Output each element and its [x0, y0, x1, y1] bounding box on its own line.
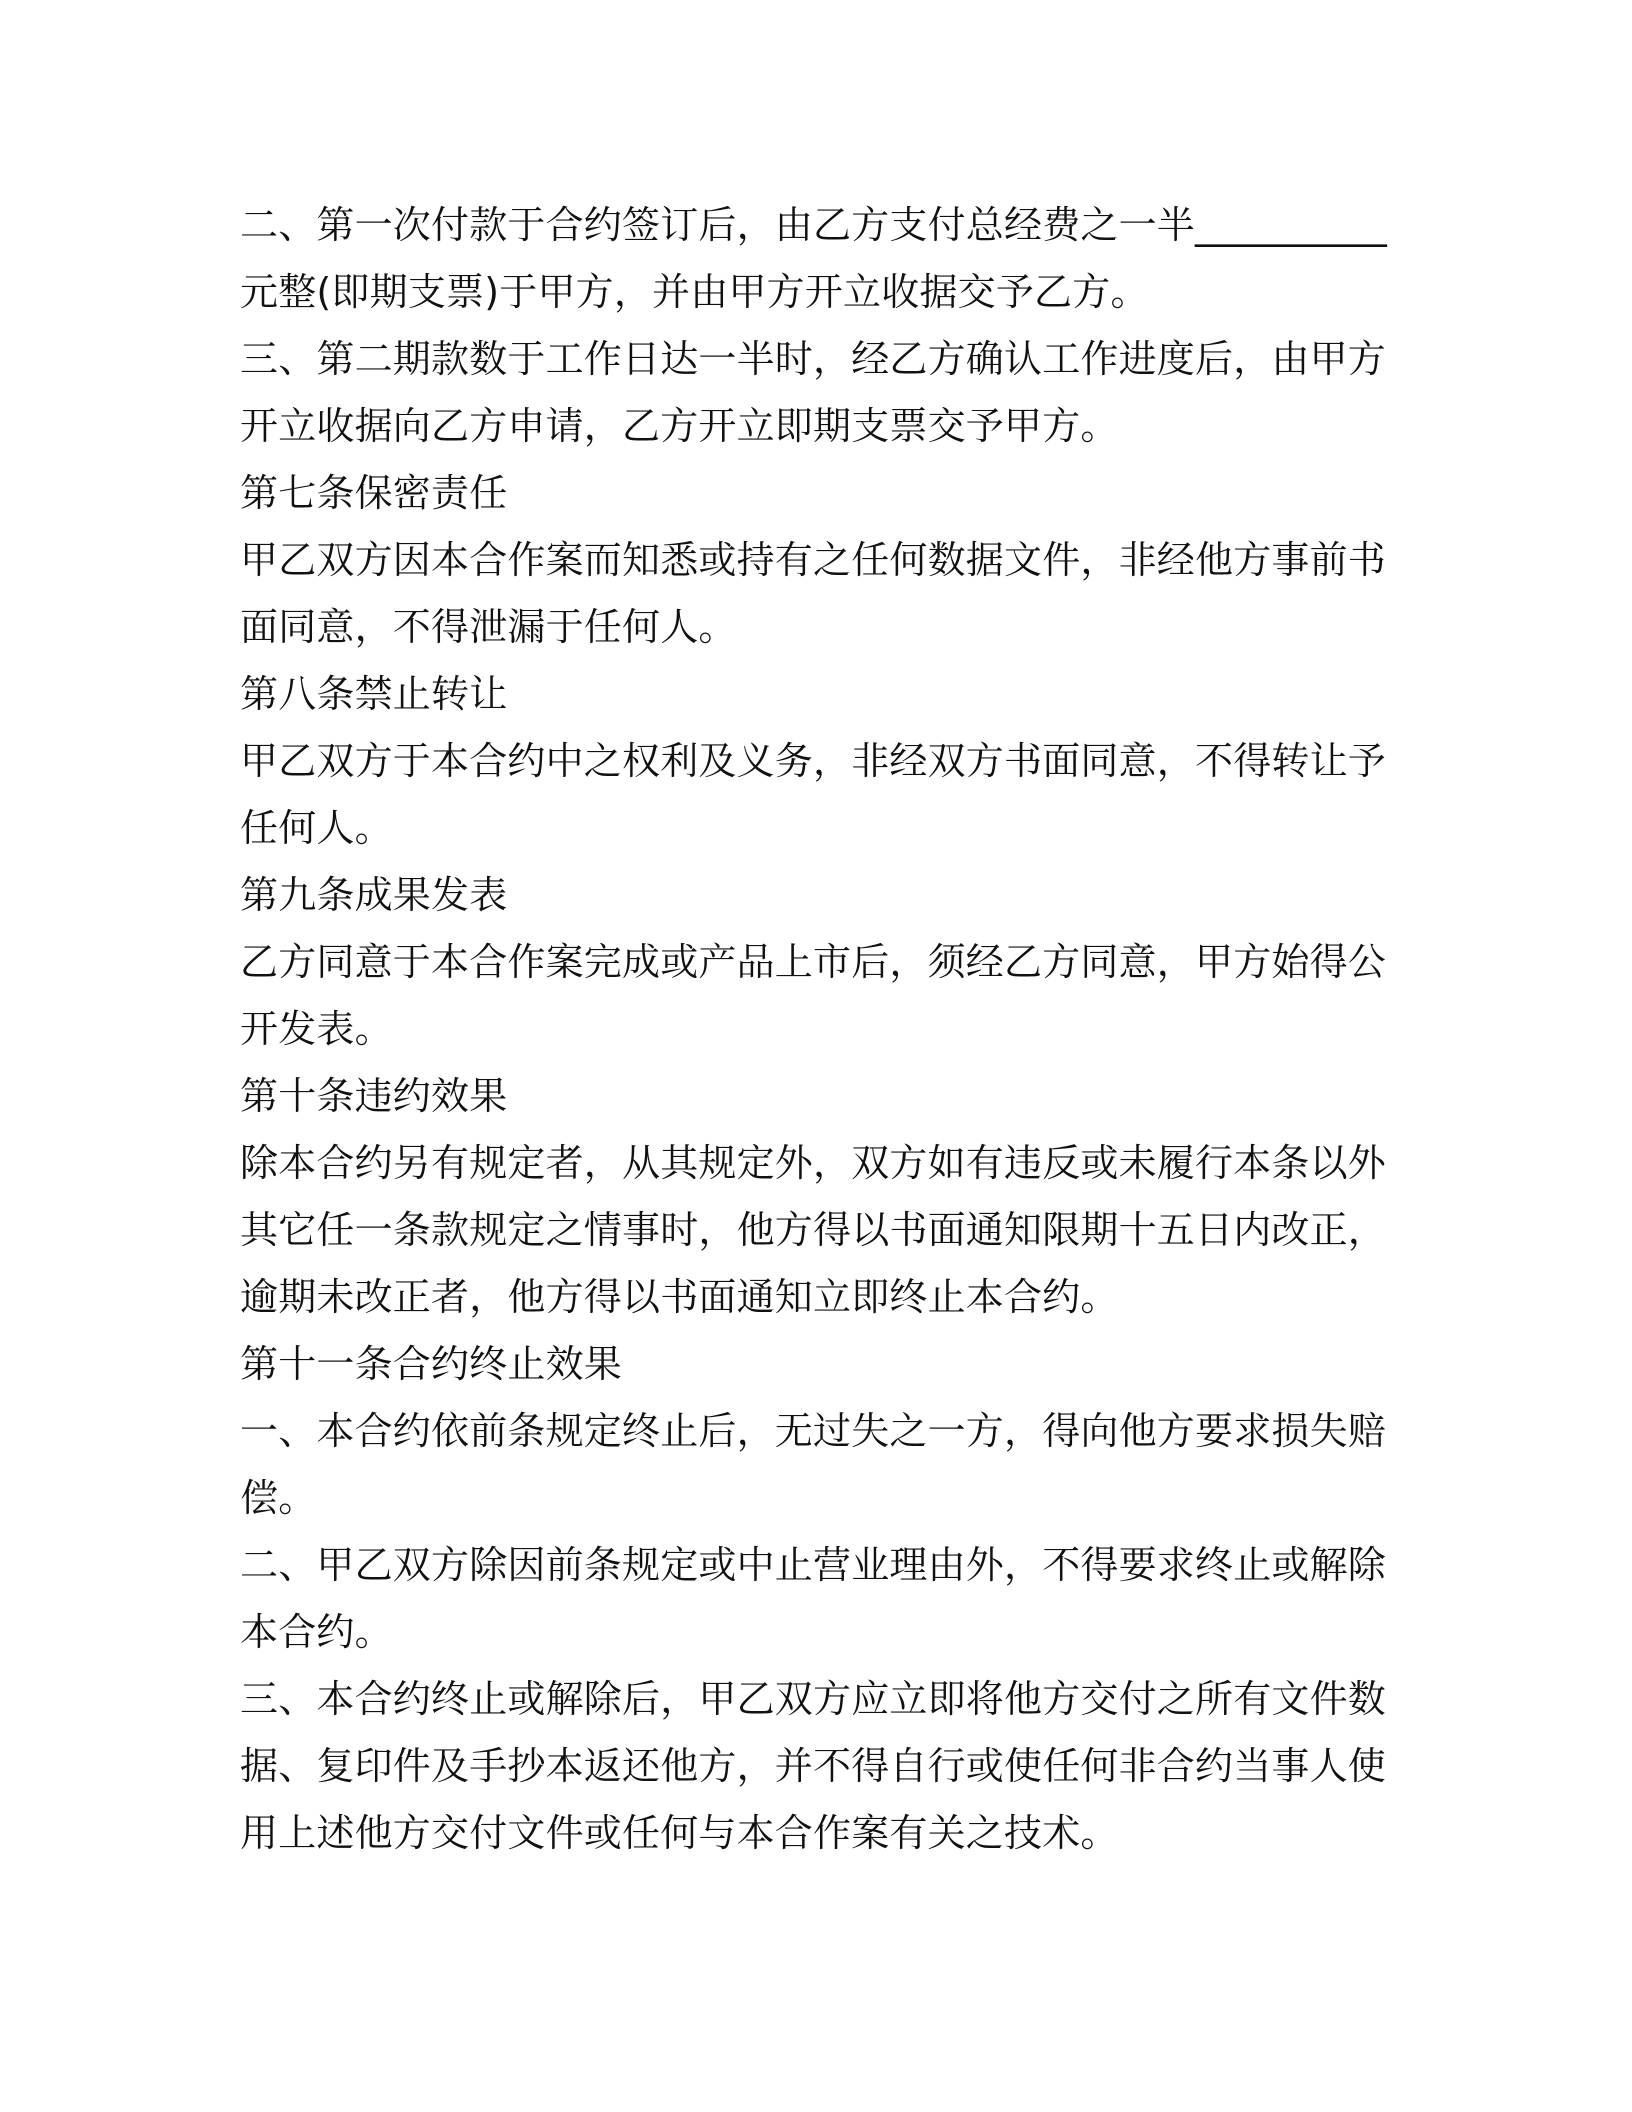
article-10-text: 除本合约另有规定者，从其规定外，双方如有违反或未履行本条以外 — [240, 1141, 1387, 1185]
clause-payment-first-cont: 元整(即期支票)于甲方，并由甲方开立收据交予乙方。 — [240, 270, 1149, 314]
article-7-heading: 第七条保密责任 — [240, 471, 508, 515]
clause-payment-second-cont: 开立收据向乙方申请，乙方开立即期支票交予甲方。 — [240, 404, 1119, 448]
article-11-item-2: 二、甲乙双方除因前条规定或中止营业理由外，不得要求终止或解除 — [240, 1543, 1387, 1587]
article-8-text-cont: 任何人。 — [240, 806, 393, 850]
article-11-item-2-cont: 本合约。 — [240, 1610, 393, 1654]
article-11-item-1-cont: 偿。 — [240, 1476, 317, 1520]
clause-payment-second: 三、第二期款数于工作日达一半时，经乙方确认工作进度后，由甲方 — [240, 337, 1387, 381]
document-body — [240, 192, 1390, 1867]
article-8-text: 甲乙双方于本合约中之权利及义务，非经双方书面同意，不得转让予 — [240, 739, 1387, 783]
article-10-heading: 第十条违约效果 — [240, 1074, 508, 1118]
article-9-heading: 第九条成果发表 — [240, 873, 508, 917]
article-8-heading: 第八条禁止转让 — [240, 672, 508, 716]
article-11-item-3: 三、本合约终止或解除后，甲乙双方应立即将他方交付之所有文件数 — [240, 1677, 1387, 1721]
article-9-text-cont: 开发表。 — [240, 1007, 393, 1051]
article-9-text: 乙方同意于本合作案完成或产品上市后，须经乙方同意，甲方始得公 — [240, 940, 1387, 984]
clause-payment-first: 二、第一次付款于合约签订后，由乙方支付总经费之一半__________ — [240, 203, 1388, 247]
article-11-item-1: 一、本合约依前条规定终止后，无过失之一方，得向他方要求损失赔 — [240, 1409, 1387, 1453]
article-10-text-cont-1: 其它任一条款规定之情事时，他方得以书面通知限期十五日内改正， — [240, 1208, 1387, 1252]
article-11-item-3-cont-2: 用上述他方交付文件或任何与本合作案有关之技术。 — [240, 1811, 1119, 1855]
article-7-text: 甲乙双方因本合作案而知悉或持有之任何数据文件，非经他方事前书 — [240, 538, 1387, 582]
article-7-text-cont: 面同意，不得泄漏于任何人。 — [240, 605, 737, 649]
article-11-item-3-cont-1: 据、复印件及手抄本返还他方，并不得自行或使任何非合约当事人使 — [240, 1744, 1387, 1788]
article-11-heading: 第十一条合约终止效果 — [240, 1342, 623, 1386]
article-10-text-cont-2: 逾期未改正者，他方得以书面通知立即终止本合约。 — [240, 1275, 1119, 1319]
